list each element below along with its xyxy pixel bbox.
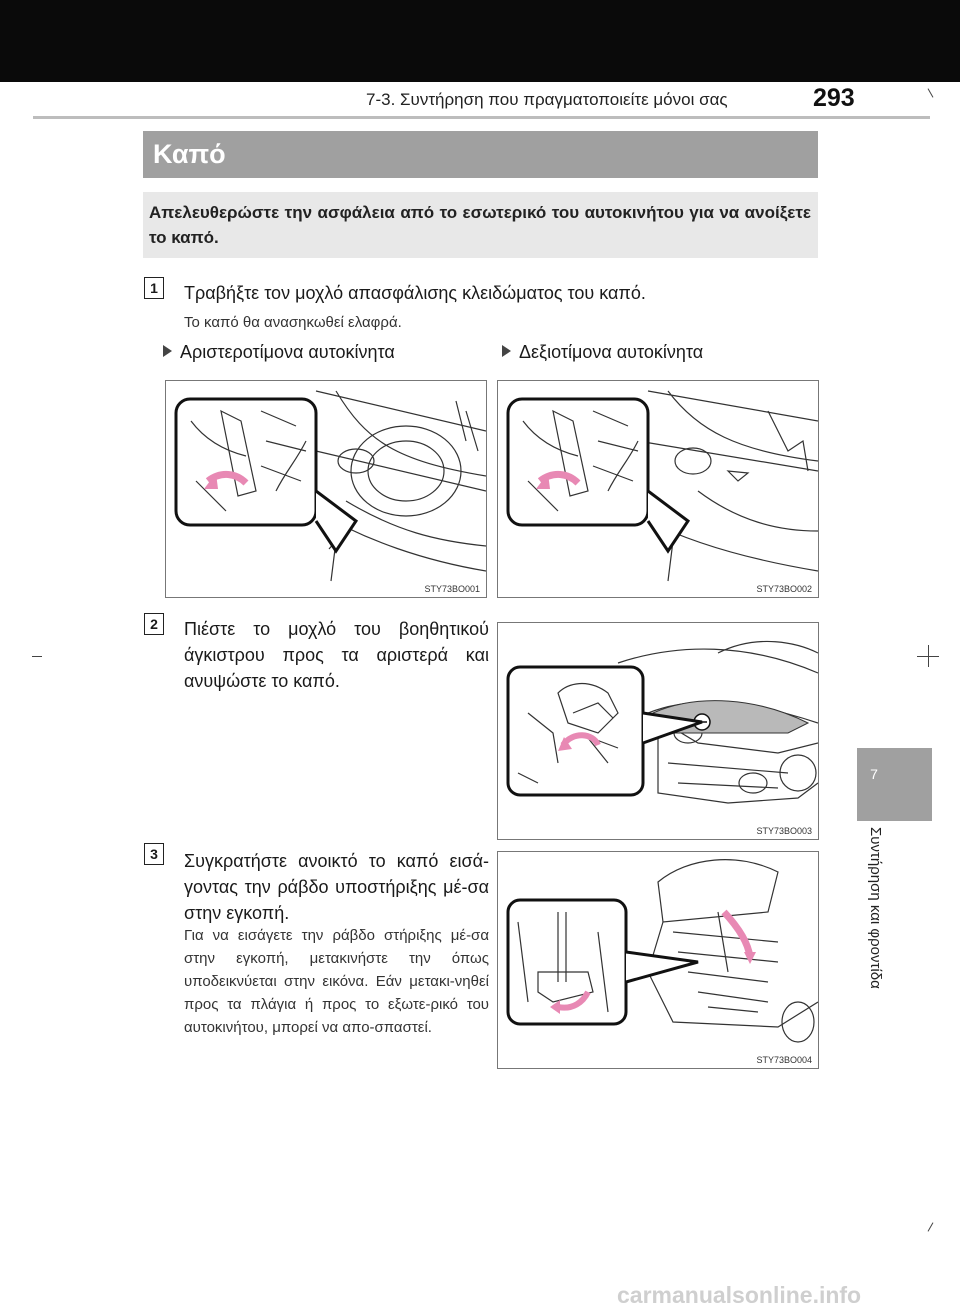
auxiliary-catch-illustration (498, 623, 818, 839)
intro-text: Απελευθερώστε την ασφάλεια από το εσωτερικό του αυτοκινήτου για να ανοίξετε το καπό. (149, 203, 811, 247)
step-3-note: Για να εισάγετε την ράβδο στήριξης μέ-σα στην εγκοπή, μετακινήστε την όπως υποδεικνύεται στην εικόνα. Εάν μετακι-νηθεί προς τα πλάγια ή προς το εξωτε-ρικό του αυτοκινήτου, μπορεί να απο-σπαστεί. (184, 927, 489, 1036)
variant-left-hand-drive (163, 342, 395, 363)
figure-hood-release-lhd (165, 380, 487, 598)
triangle-bullet-icon (163, 345, 172, 357)
step-1-number: 1 (144, 277, 164, 299)
step-3-number: 3 (144, 843, 164, 865)
figure-support-rod (497, 851, 819, 1069)
crop-mark (928, 88, 934, 97)
page-number: 293 (813, 84, 855, 112)
top-black-bar (0, 0, 960, 82)
step-2-text: Πιέστε το μοχλό του βοηθητικού άγκιστρου προς τα αριστερά και ανυψώστε το καπό. (184, 619, 489, 691)
variant-right-hand-drive (502, 342, 703, 363)
figure-code: STY73BO002 (756, 584, 812, 594)
step-3-text: Συγκρατήστε ανοικτό το καπό εισά-γοντας την ράβδο υποστήριξης μέ-σα στην εγκοπή. (184, 851, 489, 923)
figure-code: STY73BO004 (756, 1055, 812, 1065)
chapter-header-title: 7-3. Συντήρηση που πραγματοποιείτε μόνοι σας (366, 90, 728, 109)
variant-left-label: Αριστεροτίμονα αυτοκίνητα (180, 342, 395, 362)
watermark: carmanualsonline.info (617, 1282, 862, 1308)
figure-auxiliary-catch (497, 622, 819, 840)
crop-mark (928, 645, 929, 667)
hood-release-rhd-illustration (498, 381, 818, 597)
figure-hood-release-rhd (497, 380, 819, 598)
section-title: Καπό (153, 139, 226, 169)
triangle-bullet-icon (502, 345, 511, 357)
variant-right-label: Δεξιοτίμονα αυτοκίνητα (519, 342, 704, 362)
support-rod-illustration (498, 852, 818, 1068)
step-1-note: Το καπό θα ανασηκωθεί ελαφρά. (184, 314, 402, 331)
step-2-number: 2 (144, 613, 164, 635)
chapter-side-tab (857, 748, 932, 821)
chapter-side-label: Συντήρηση και φροντίδα (867, 827, 884, 989)
figure-code: STY73BO001 (424, 584, 480, 594)
hood-release-lhd-illustration (166, 381, 486, 597)
intro-box (143, 192, 818, 258)
crop-mark (928, 1222, 934, 1231)
crop-mark (32, 656, 42, 657)
step-1-text: Τραβήξτε τον μοχλό απασφάλισης κλειδώματος του καπό. (184, 283, 646, 303)
chapter-number: 7 (870, 766, 878, 782)
figure-code: STY73BO003 (756, 826, 812, 836)
section-title-bar (143, 131, 818, 178)
header-divider (33, 116, 930, 119)
